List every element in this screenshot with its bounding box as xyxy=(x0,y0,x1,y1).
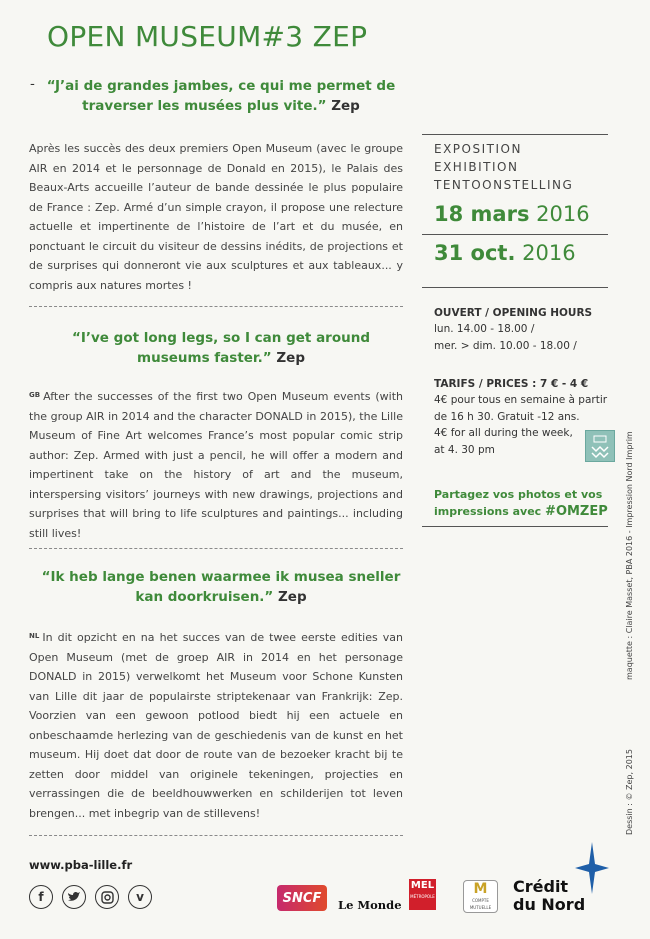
quote-en xyxy=(40,328,402,368)
lang-tag-gb: GB xyxy=(29,391,41,399)
date-start-day: 18 mars xyxy=(434,202,530,226)
quote-nl xyxy=(40,567,402,607)
quote-fr-text: “J’ai de grandes jambes, ce qui me permet de traverser les musées plus vite.” xyxy=(46,78,396,114)
quote-nl-text: “Ik heb lange benen waarmee ik musea sneller kan doorkruisen.” xyxy=(41,569,401,605)
sncf-logo: SNCF xyxy=(277,885,327,911)
sidebar-rule xyxy=(422,526,608,527)
quote-fr-author: Zep xyxy=(331,98,360,114)
twitter-icon[interactable] xyxy=(62,885,86,909)
exhibition-labels xyxy=(434,140,610,194)
quote-en-text: “I’ve got long legs, so I can get around museums faster.” xyxy=(71,330,370,366)
opening-hours xyxy=(434,305,610,354)
quote-mark: - xyxy=(30,76,35,92)
sidebar-rule xyxy=(422,134,608,135)
divider xyxy=(29,835,403,836)
body-nl xyxy=(29,627,403,823)
share-line: Partagez vos photos et vos xyxy=(434,488,603,501)
mel-logo xyxy=(409,879,436,910)
exhibition-label-en: EXHIBITION xyxy=(434,160,519,174)
exhibition-label-fr: EXPOSITION xyxy=(434,142,522,156)
sidebar-rule xyxy=(422,234,608,235)
website-link[interactable]: www.pba-lille.fr xyxy=(29,858,133,872)
mutuelle-logo-mark: M xyxy=(473,881,488,897)
date-end-year: 2016 xyxy=(522,241,576,265)
quote-fr xyxy=(30,76,402,116)
mel-logo-subtext: MÉTROPOLE xyxy=(410,894,435,899)
body-nl-text: In dit opzicht en na het succes van de twee eerste edities van Open Museum (met de groep AIR in 2014 en het personage DONALD in 2015) verwelkomt het Museum voor Schone Kunsten van Lille dit jaar de populairste striptekenaar van Frankrijk: Zep. Voorzien van een gewoon potlood biedt hij een actuele en onbeschaamde herlezing van de geschiedenis van de kunst en het museum. Hij doet dat door de route van de bezoeker kracht bij te zetten door middel van originele tekeningen, projecties en verrassingen die de beeldhouwwerken en schilderijen tot leven brengen... met inbegrip van de stillevens! xyxy=(29,631,403,820)
prices xyxy=(434,376,610,458)
share-line: impressions avec xyxy=(434,505,542,518)
credit-du-nord-line: du Nord xyxy=(513,895,586,914)
lang-tag-nl: NL xyxy=(29,632,40,640)
credit-maquette: maquette : Claire Masset, PBA 2016 - Impression Nord Imprim xyxy=(625,431,634,680)
sidebar-rule xyxy=(422,287,608,288)
price-line: at 4. 30 pm xyxy=(434,443,495,456)
price-line: de 16 h 30. Gratuit -12 ans. xyxy=(434,410,580,423)
facebook-icon[interactable]: f xyxy=(29,885,53,909)
star-icon xyxy=(575,842,609,894)
mutuelle-logo-subtext: COMPTE MUTUELLE xyxy=(469,898,492,910)
body-en xyxy=(29,386,403,543)
hashtag: #OMZEP xyxy=(545,504,608,519)
body-en-text: After the successes of the first two Open Museum events (with the group AIR in 2014 and the character DONALD in 2015), the Lille Museum of Fine Art welcomes France’s most popular comic strip author: Zep. Armed with just a pencil, he will offer a modern and impertinent take on the history of art and the museum, interspersing visitors’ journeys with new drawings, projections and surprises that will bring to life sculptures and paintings... including still lives! xyxy=(29,390,403,540)
hours-title: OUVERT / OPENING HOURS xyxy=(434,307,593,319)
credit-du-nord-line: Crédit xyxy=(513,877,569,896)
exhibition-label-nl: TENTOONSTELLING xyxy=(434,178,574,192)
mutuelle-logo xyxy=(463,880,498,913)
quote-en-author: Zep xyxy=(276,350,305,366)
share-block xyxy=(434,486,610,520)
date-end-day: 31 oct. xyxy=(434,241,516,265)
price-line: 4€ for all during the week, xyxy=(434,427,573,439)
vine-icon[interactable]: v xyxy=(128,885,152,909)
date-start xyxy=(434,198,610,230)
credit-dessin: Dessin : © Zep, 2015 xyxy=(625,749,634,835)
divider xyxy=(29,306,403,307)
divider xyxy=(29,548,403,549)
mel-logo-text: MEL xyxy=(410,880,435,891)
body-fr: Après les succès des deux premiers Open Museum (avec le groupe AIR en 2014 et le personnage de Donald en 2015), le Palais des Beaux-Arts accueille l’auteur de bande dessinée le plus populaire de France : Zep. Armé d’un simple crayon, il propose une relecture actuelle et impertinente de l’histoire de l’art et du musée, en ponctuant le circuit du visiteur de dessins inédits, de projections et de surprises qui donneront vie aux sculptures et aux tableaux... y compris aux natures mortes ! xyxy=(29,142,403,292)
page-title: OPEN MUSEUM#3 ZEP xyxy=(47,20,368,53)
hours-line: mer. > dim. 10.00 - 18.00 / xyxy=(434,339,577,352)
date-start-year: 2016 xyxy=(536,202,590,226)
date-end xyxy=(434,237,610,269)
prices-title: TARIFS / PRICES : 7 € - 4 € xyxy=(434,378,589,390)
accessibility-icon xyxy=(585,430,615,462)
hours-line: lun. 14.00 - 18.00 / xyxy=(434,323,535,335)
quote-nl-author: Zep xyxy=(278,589,307,605)
price-line: 4€ pour tous en semaine à partir xyxy=(434,394,608,406)
lemonde-logo: Le Monde xyxy=(338,898,402,912)
instagram-icon[interactable] xyxy=(95,885,119,909)
